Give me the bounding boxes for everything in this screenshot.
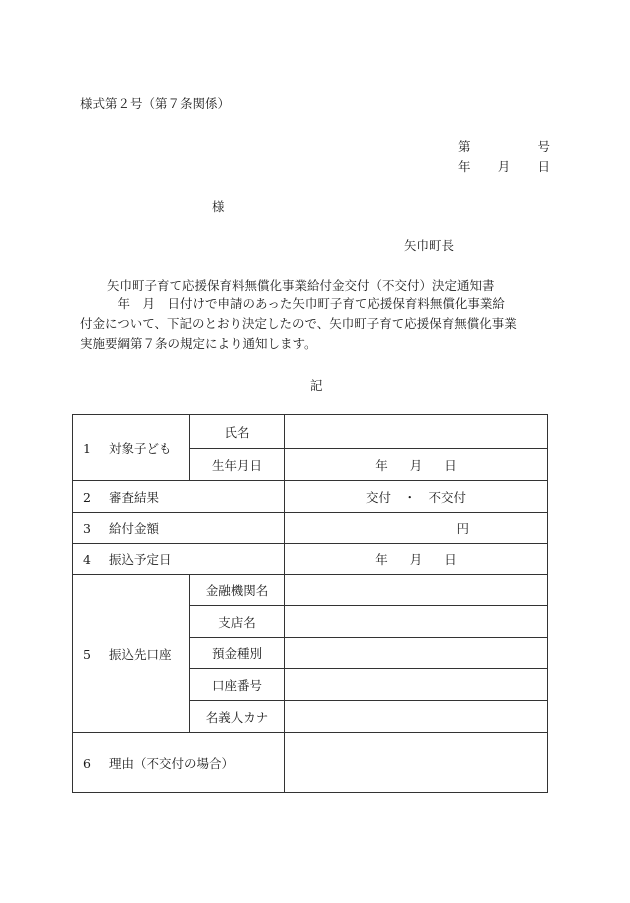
item-label-reason: 理由（不交付の場合） xyxy=(109,755,235,771)
body-line: 付金について、下記のとおり決定したので、矢巾町子育て応援保育無償化事業 xyxy=(80,316,517,331)
date-month: 月 xyxy=(497,159,511,174)
date-year: 年 xyxy=(458,159,471,174)
item-cell: 1 対象子ども xyxy=(73,415,190,481)
sub-label-branch: 支店名 xyxy=(190,606,285,638)
document-date xyxy=(458,157,550,175)
sub-label-account-number: 口座番号 xyxy=(190,669,285,701)
birthdate-field[interactable]: 年 月 日 xyxy=(285,449,548,481)
result-field[interactable]: 交付 ・ 不交付 xyxy=(285,481,548,513)
item-cell: 5 振込先口座 xyxy=(73,575,190,733)
deposit-type-field[interactable] xyxy=(285,638,548,669)
date-day: 日 xyxy=(537,159,550,174)
table-row xyxy=(73,481,548,513)
document-number xyxy=(458,137,550,155)
sub-label-bank: 金融機関名 xyxy=(190,575,285,606)
item-cell: 6 理由（不交付の場合） xyxy=(73,733,285,793)
reason-field[interactable] xyxy=(285,733,548,793)
sub-label-holder-kana: 名義人カナ xyxy=(190,701,285,733)
addressee: 様 xyxy=(212,199,225,214)
transfer-date-field[interactable]: 年 月 日 xyxy=(285,544,548,575)
item-cell: 2 審査結果 xyxy=(73,481,285,513)
doc-number-go: 号 xyxy=(537,139,550,154)
body-text xyxy=(80,294,550,354)
body-line: 実施要綱第７条の規定により通知します。 xyxy=(80,336,317,351)
item-label-amount: 給付金額 xyxy=(109,521,160,536)
table-row xyxy=(73,415,548,449)
holder-kana-field[interactable] xyxy=(285,701,548,733)
table-row xyxy=(73,575,548,606)
doc-number-dai: 第 xyxy=(458,139,471,154)
account-number-field[interactable] xyxy=(285,669,548,701)
item-label-transfer-date: 振込予定日 xyxy=(109,552,172,567)
form-number: 様式第２号（第７条関係） xyxy=(80,96,231,111)
branch-field[interactable] xyxy=(285,606,548,638)
table-row xyxy=(73,733,548,793)
sub-label-name: 氏名 xyxy=(190,415,285,449)
bank-field[interactable] xyxy=(285,575,548,606)
sub-label-birthdate: 生年月日 xyxy=(190,449,285,481)
sub-label-deposit-type: 預金種別 xyxy=(190,638,285,669)
table-row xyxy=(73,544,548,575)
detail-table xyxy=(72,414,548,793)
item-cell: 3 給付金額 xyxy=(73,513,285,544)
item-label-account: 振込先口座 xyxy=(109,646,172,662)
item-label-child: 対象子ども xyxy=(109,440,172,456)
ki-heading: 記 xyxy=(310,378,323,393)
child-name-field[interactable] xyxy=(285,415,548,449)
amount-field[interactable] xyxy=(285,513,548,544)
body-line: 年 月 日付けで申請のあった矢巾町子育て応援保育料無償化事業給 xyxy=(80,296,505,311)
item-label-result: 審査結果 xyxy=(109,489,160,505)
table-row xyxy=(73,513,548,544)
document-title: 矢巾町子育て応援保育料無償化事業給付金交付（不交付）決定通知書 xyxy=(107,278,495,293)
yen-unit: 円 xyxy=(456,521,469,536)
issuer: 矢巾町長 xyxy=(404,238,455,253)
item-cell: 4 振込予定日 xyxy=(73,544,285,575)
